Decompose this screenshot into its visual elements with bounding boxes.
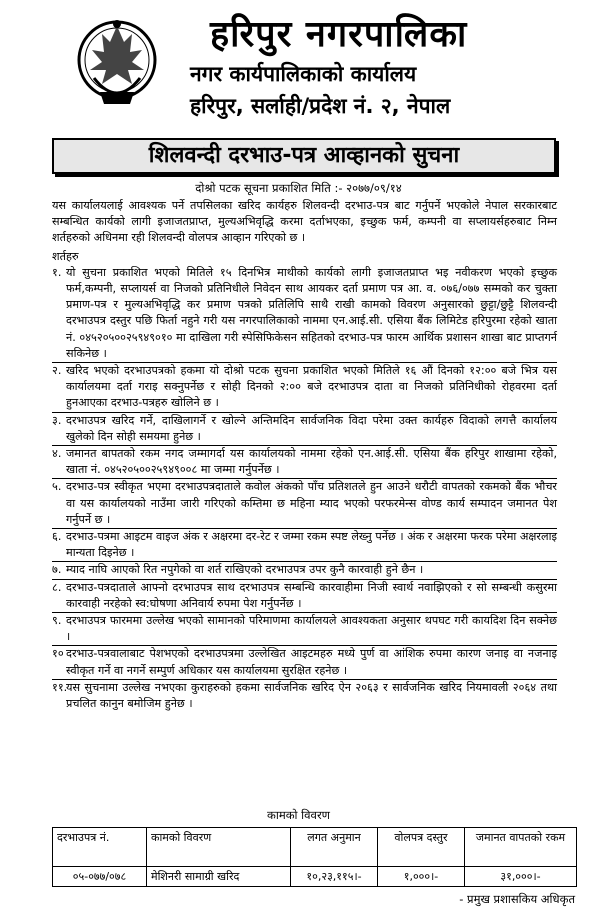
publish-date-line: दोश्रो पटक सूचना प्रकाशित मिति :- २०७७/०९/१४ bbox=[195, 181, 402, 195]
municipality-name: हरिपुर नगरपालिका bbox=[210, 14, 468, 55]
column-header: लगत अनुमान bbox=[291, 828, 378, 867]
office-name: नगर कार्यपालिकाको कार्यालय bbox=[190, 62, 417, 86]
table-cell: ३१,०००।- bbox=[465, 867, 577, 887]
notice-body bbox=[52, 198, 557, 712]
condition-text: दरभाउ-पत्रमा आइटम वाइज अंक र अक्षरमा दर-रेट र जम्मा रकम स्पष्ट लेख्नु पर्नेछ । अंक र अक्षरमा फरक परेमा अक्षरलाइ मान्यता दिइनेछ । bbox=[66, 530, 557, 560]
condition-text: खरिद भएको दरभाउपत्रको हकमा यो दोश्रो पटक सुचना प्रकाशित भएको मितिले १६ औं दिनको १२:०० बजे भित्र यस कार्यालयमा दर्ता गराइ सक्नुपर्नेछ र सोही दिनको २:०० बजे दरभाउपत्र दाता वा निजको प्रतिनिधीको रोहवरमा दर्ता हुनआएका दरभाउ-पत्रहरु खोलिने छ । bbox=[66, 364, 557, 410]
table-cell: मेशिनरी सामाग्री खरिद bbox=[147, 867, 291, 887]
table-caption: कामको विवरण bbox=[267, 808, 330, 822]
table-cell: १०,२३,११५।- bbox=[291, 867, 378, 887]
condition-number: ७. bbox=[52, 563, 62, 577]
condition-item bbox=[52, 265, 557, 363]
column-header: दरभाउपत्र नं. bbox=[53, 828, 147, 867]
condition-text: यस सुचनामा उल्लेख नभएका कुराहरुको हकमा सार्वजनिक खरिद ऐन २०६३ र सार्वजनिक खरिद नियमावली २०६४ तथा प्रचलित कानुन बमोजिम हुनेछ । bbox=[66, 680, 557, 711]
condition-number: १. bbox=[52, 265, 62, 279]
condition-item bbox=[52, 562, 557, 579]
condition-text: दरभाउपत्र फारममा उल्लेख भएको सामानको परिमाणमा कार्यालयले आवश्यकता अनुसार थपघट गरी कायदिश दिन सक्नेछ । bbox=[66, 614, 557, 644]
condition-text: यो सुचना प्रकाशित भएको मितिले १५ दिनभित्र माथीको कार्यको लागी इजाजतप्राप्त भइ नवीकरण भएको इच्छुक फर्म,कम्पनी, सप्लायर्स वा निजको प्रतिनिधीले निवेदन साथ आयकर दर्ता प्रमाण पत्र आ. व. ०७६/०७७ सम्मको कर चुक्ता प्रमाण-पत्र र मुल्यअभिवृद्धि कर प्रमाण पत्रको प्रतिलिपि साथै राखी कामको विवरण अनुसारको छुट्टा/छुट्टै शिलवन्दी दरभाउपत्र दस्तुर पछि फिर्ता नहुने गरी यस नगरपालिकाको नाममा एन.आई.सी. एसिया बैंक लिमिटेड हरिपुरमा रहेको खाता नं. ०४५२०५००२५९४९०१० मा दाखिला गरी स्पेसिफिकेसन सहितको दरभाउ-पत्र फारम आर्थिक प्रशासन शाखा बाट प्राप्तगर्न सकिनेछ । bbox=[66, 265, 557, 360]
condition-number: ४. bbox=[52, 447, 62, 461]
condition-item bbox=[52, 529, 557, 562]
condition-number: ६. bbox=[52, 530, 62, 544]
condition-number: ९. bbox=[52, 614, 62, 628]
condition-number: २. bbox=[52, 364, 62, 378]
condition-text: जमानत बापतको रकम नगद जम्मागर्दा यस कार्यालयको नाममा रहेको एन.आई.सी. एसिया बैंक हरिपुर शाखामा रहेको, खाता नं. ०४५२०५००२५९४९००८ मा जम्मा गर्नुपर्नेछ । bbox=[66, 447, 557, 477]
condition-item bbox=[52, 363, 557, 413]
conditions-list bbox=[52, 265, 557, 712]
table-cell: ०५-०७७/०७८ bbox=[53, 867, 147, 887]
table-row bbox=[53, 867, 577, 887]
condition-text: दरभाउ-पत्र स्वीकृत भएमा दरभाउपत्रदाताले कवोल अंकको पाँच प्रतिशतले हुन आउने धरौटी वापतको रकमको बैंक भौचर वा यस कार्यालयको नाउँमा जारी गरिएको कम्तिमा छ महिना म्याद भएको परफरमेन्स वोण्ड कार्य सम्पादन जमानत पेश गर्नुपर्ने छ । bbox=[66, 480, 557, 526]
condition-item bbox=[52, 479, 557, 529]
condition-text: दरभाउ-पत्रवालाबाट पेशभएको दरभाउपत्रमा उल्लेखित आइटमहरु मध्ये पुर्ण वा आंशिक रुपमा कारण जनाइ वा नजनाइ स्वीकृत गर्ने वा नगर्ने सम्पुर्ण अधिकार यस कार्यालयमा सुरक्षित रहनेछ । bbox=[66, 647, 557, 677]
column-header: वोलपत्र दस्तुर bbox=[378, 828, 465, 867]
condition-text: दरभाउ-पत्रदाताले आफ्नो दरभाउपत्र साथ दरभाउपत्र सम्बन्धि कारवाहीमा निजी स्वार्थ नवाझिएको र सो सम्बन्धी कसुरमा कारवाही नरहेको स्व:घोषणा अनिवार्य रुपमा पेश गर्नुपर्नेछ । bbox=[66, 580, 557, 610]
government-emblem-icon bbox=[72, 12, 162, 112]
condition-number: ५. bbox=[52, 480, 62, 494]
condition-text: दरभाउपत्र खरिद गर्ने, दाखिलागर्ने र खोल्ने अन्तिमदिन सार्वजनिक विदा परेमा उक्त कार्यहरु विदाको लगत्तै कार्यालय खुलेको दिन सोही समयमा हुनेछ । bbox=[66, 413, 557, 443]
conditions-heading: शर्तहरु bbox=[52, 249, 79, 263]
notice-title: शिलवन्दी दरभाउ-पत्र आव्हानको सुचना bbox=[52, 138, 556, 174]
column-header: जमानत वापतको रकम bbox=[465, 828, 577, 867]
condition-item bbox=[52, 413, 557, 446]
condition-item bbox=[52, 646, 557, 679]
condition-item bbox=[52, 580, 557, 613]
condition-item bbox=[52, 680, 557, 712]
table-cell: १,०००।- bbox=[378, 867, 465, 887]
column-header: कामको विवरण bbox=[147, 828, 291, 867]
condition-number: ११. bbox=[52, 680, 68, 694]
condition-number: ८. bbox=[52, 580, 62, 594]
condition-number: १० bbox=[52, 647, 64, 661]
condition-item bbox=[52, 446, 557, 479]
table-header-row bbox=[53, 828, 577, 867]
condition-text: म्याद नाघि आएको रित नपुगेको वा शर्त राखिएको दरभाउपत्र उपर कुनै कारवाही हुने छैन । bbox=[66, 563, 424, 577]
intro-paragraph: यस कार्यालयलाई आवश्यक पर्ने तपसिलका खरिद कार्यहरु शिलवन्दी दरभाउ-पत्र बाट गर्नुपर्ने भएकोले नेपाल सरकारबाट सम्बन्धित कार्यको लागी इजाजतप्राप्त, मुल्यअभिवृद्धि करमा दर्ताभएका, इच्छुक फर्म, कम्पनी वा सप्लायर्सहरुबाट निम्न शर्तहरुको अधिनमा रही शिलवन्दी वोलपत्र आव्हान गरिएको छ । bbox=[52, 199, 557, 245]
condition-item bbox=[52, 613, 557, 646]
work-details-table bbox=[52, 827, 577, 887]
condition-number: ३. bbox=[52, 413, 62, 427]
signatory: - प्रमुख प्रशासकिय अधिकृत bbox=[459, 892, 575, 906]
office-address: हरिपुर, सर्लाही/प्रदेश नं. २, नेपाल bbox=[190, 94, 451, 118]
